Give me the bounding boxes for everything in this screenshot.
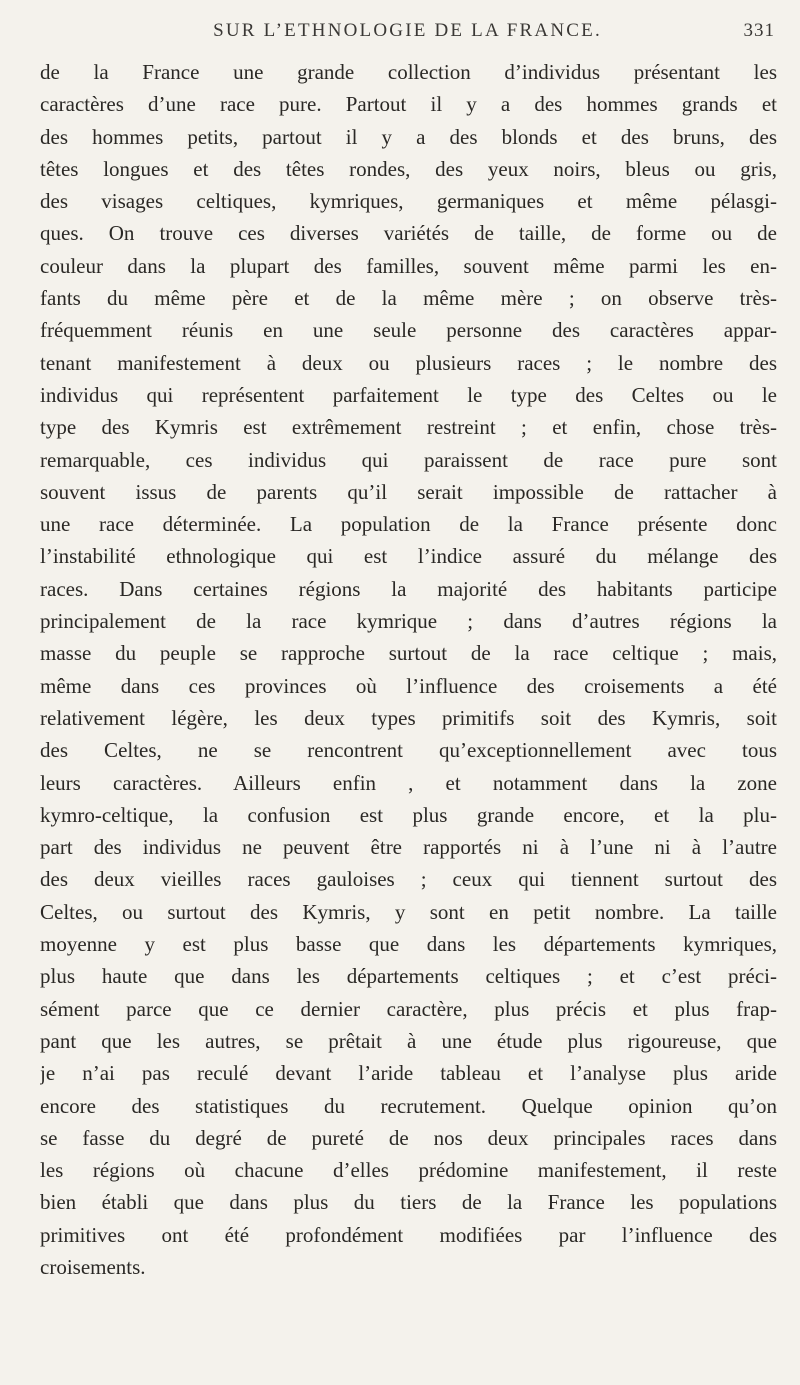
text-line: fréquemment réunis en une seule personne des caractères appar- (40, 318, 777, 343)
body-paragraph (40, 56, 777, 1283)
page-number: 331 (743, 20, 775, 41)
text-line: l’instabilité ethnologique qui est l’indice assuré du mélange des (40, 544, 777, 569)
text-line: même dans ces provinces où l’influence des croisements a été (40, 673, 777, 698)
text-line: croisements. (40, 1254, 146, 1279)
text-line: de la France une grande collection d’individus présentant les (40, 60, 777, 84)
text-line: plus haute que dans les départements celtiques ; et c’est préci- (40, 964, 777, 989)
text-line: ques. On trouve ces diverses variétés de taille, de forme ou de (40, 221, 777, 246)
running-title: SUR L’ETHNOLOGIE DE LA FRANCE. (213, 20, 602, 41)
running-head (40, 20, 775, 50)
text-line: masse du peuple se rapproche surtout de la race celtique ; mais, (40, 641, 777, 666)
text-line: relativement légère, les deux types primitifs soit des Kymris, soit (40, 705, 777, 730)
text-line: des deux vieilles races gauloises ; ceux qui tiennent surtout des (40, 867, 777, 892)
text-line: les régions où chacune d’elles prédomine manifestement, il reste (40, 1158, 777, 1183)
text-line: moyenne y est plus basse que dans les départements kymriques, (40, 932, 777, 957)
text-line: principalement de la race kymrique ; dans d’autres régions la (40, 609, 777, 634)
text-line: des hommes petits, partout il y a des blonds et des bruns, des (40, 124, 777, 149)
text-line: individus qui représentent parfaitement le type des Celtes ou le (40, 382, 777, 407)
text-line: couleur dans la plupart des familles, souvent même parmi les en- (40, 253, 777, 278)
text-line: leurs caractères. Ailleurs enfin , et notamment dans la zone (40, 770, 777, 795)
text-line: part des individus ne peuvent être rapportés ni à l’une ni à l’autre (40, 835, 777, 860)
text-line: têtes longues et des têtes rondes, des yeux noirs, bleus ou gris, (40, 156, 777, 181)
text-line: sément parce que ce dernier caractère, plus précis et plus frap- (40, 996, 777, 1021)
text-line: encore des statistiques du recrutement. Quelque opinion qu’on (40, 1093, 777, 1118)
text-line: type des Kymris est extrêmement restreint ; et enfin, chose très- (40, 415, 777, 440)
text-line: fants du même père et de la même mère ; on observe très- (40, 286, 777, 311)
text-line: je n’ai pas reculé devant l’aride tableau et l’analyse plus aride (40, 1061, 777, 1086)
text-line: une race déterminée. La population de la France présente donc (40, 512, 777, 537)
text-line: primitives ont été profondément modifiées par l’influence des (40, 1222, 777, 1247)
text-line: caractères d’une race pure. Partout il y a des hommes grands et (40, 92, 777, 117)
text-line: races. Dans certaines régions la majorité des habitants participe (40, 576, 777, 601)
text-line: des Celtes, ne se rencontrent qu’exceptionnellement avec tous (40, 738, 777, 763)
text-line: tenant manifestement à deux ou plusieurs races ; le nombre des (40, 350, 777, 375)
text-line: des visages celtiques, kymriques, germaniques et même pélasgi- (40, 189, 777, 214)
text-line: kymro-celtique, la confusion est plus grande encore, et la plu- (40, 802, 777, 827)
text-line: se fasse du degré de pureté de nos deux principales races dans (40, 1125, 777, 1150)
text-line: souvent issus de parents qu’il serait impossible de rattacher à (40, 479, 777, 504)
text-line: pant que les autres, se prêtait à une étude plus rigoureuse, que (40, 1028, 777, 1053)
text-line: bien établi que dans plus du tiers de la France les populations (40, 1190, 777, 1215)
text-line: remarquable, ces individus qui paraissent de race pure sont (40, 447, 777, 472)
text-line: Celtes, ou surtout des Kymris, y sont en petit nombre. La taille (40, 899, 777, 924)
